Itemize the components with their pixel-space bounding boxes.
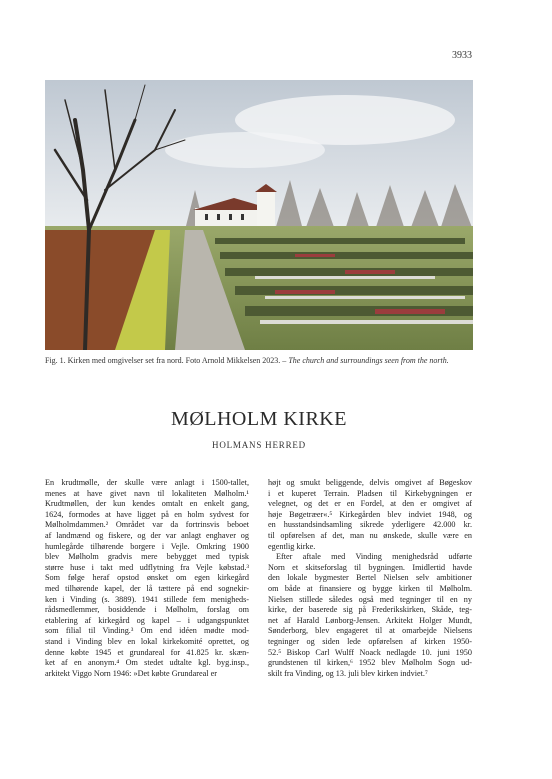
text-line: som filial til Vinding.³ Om end idéen mødte mod- [45,626,249,636]
text-line: højt og smukt beliggende, delvis omgivet af Bøgeskov [268,478,472,487]
text-line: kirke, der baserede sig på Frederikskirken, Skåde, teg- [268,605,472,615]
church-photo [45,80,473,350]
caption-english: The church and surroundings seen from the north. [288,356,449,365]
figure-caption [45,356,475,366]
text-line: af landmænd og fiskere, og der var anlagt enghaver og [45,530,249,540]
text-line: menes at have givet navn til lokaliteten Mølholm.¹ [45,488,249,498]
text-line: etablering af kirkegård og kapel – i udgangspunktet [45,615,249,625]
text-line: grundstenen til kirken,⁶ 1952 blev Mølholm Sogn ud- [268,658,472,668]
text-line: Krudtmøllen, der kun kendes omtalt en enkelt gang, [45,499,249,509]
text-line: til opførelsen af det, man nu ønskede, skulle være en [268,530,472,540]
page-title: MØLHOLM KIRKE [171,408,347,430]
text-line: Sønderborg, blev engageret til at omarbejde Nielsens [268,626,472,636]
text-line: Mølholmdammen.² Området var da fortrinsvis beboet [45,520,249,530]
text-line: ken i Vinding (s. 3889). 1941 stillede fem menigheds- [45,594,249,604]
caption-danish: Fig. 1. Kirken med omgivelser set fra nord. Foto Arnold Mikkelsen 2023. – [45,356,287,365]
text-line: velegnet, og det er en Fordel, at den er omgivet af [268,499,472,509]
text-line: høje Bøgetræer«.⁵ Kirkegården blev indviet 1948, og [268,509,472,519]
text-line: tegninger og siden lede opførelsen af kirken 1950- [268,636,472,646]
text-line: en husstandsindsamling sikrede yderligere 42.000 kr. [268,520,472,530]
text-column-left [45,478,249,679]
text-line: Efter aftale med Vinding menighedsråd udførte [276,552,472,562]
text-line: humlegårde tilhørende borgere i Vejle. Omkring 1900 [45,541,249,551]
text-line: rådsmedlemmer, bosiddende i Mølholm, forslag om [45,605,249,615]
text-line: skilt fra Vinding, og 13. juli blev kirken indviet.⁷ [268,668,428,678]
text-line: net af Harald Lønborg-Jensen. Arkitekt Holger Mundt, [268,615,472,625]
text-line: om både at finansiere og bygge kirken til Mølholm. [268,583,472,593]
text-line: denne købte 1945 et grundareal for 41.825 kr. skæn- [45,647,249,657]
text-line: ket af en anonym.⁴ Om stedet udtalte kgl. byg.insp., [45,658,249,668]
text-line: stand i Vinding blev en lokal kirkekomité oprettet, og [45,636,249,646]
page-number: 3933 [452,50,472,61]
text-line: blev Mølholm gradvis mere bebygget med typisk [45,552,249,562]
page-subtitle: HOLMANS HERRED [212,440,306,450]
text-line: større huse i takt med udflytning fra Vejle købstad.³ [45,562,249,572]
text-line: En krudtmølle, der skulle være anlagt i 1500-tallet, [45,478,249,487]
text-line: Norn et skitseforslag til bygningen. Imidlertid havde [268,562,472,572]
text-line: 1624, formodes at have ligget på en holm sydvest for [45,509,249,519]
text-line: i et kuperet Terrain. Pladsen til Kirkebygningen er [268,488,472,498]
text-line: Som følge heraf opstod ønsket om egen kirkegård [45,573,249,583]
text-line: arkitekt Viggo Norn 1946: »Det købte Grundareal er [45,668,217,678]
text-line: Nielsen stillede således også med tegninger til en ny [268,594,472,604]
text-line: den lokale bygmester Bertel Nielsen selv ambitioner [268,573,472,583]
text-line: egentlig kirke. [268,541,316,551]
text-line: 52.⁵ Biskop Carl Wulff Noack nedlagde 10. juni 1950 [268,647,472,657]
text-column-right [268,478,472,679]
text-line: med tilhørende kapel, der lå tættere på end sognekir- [45,583,249,593]
